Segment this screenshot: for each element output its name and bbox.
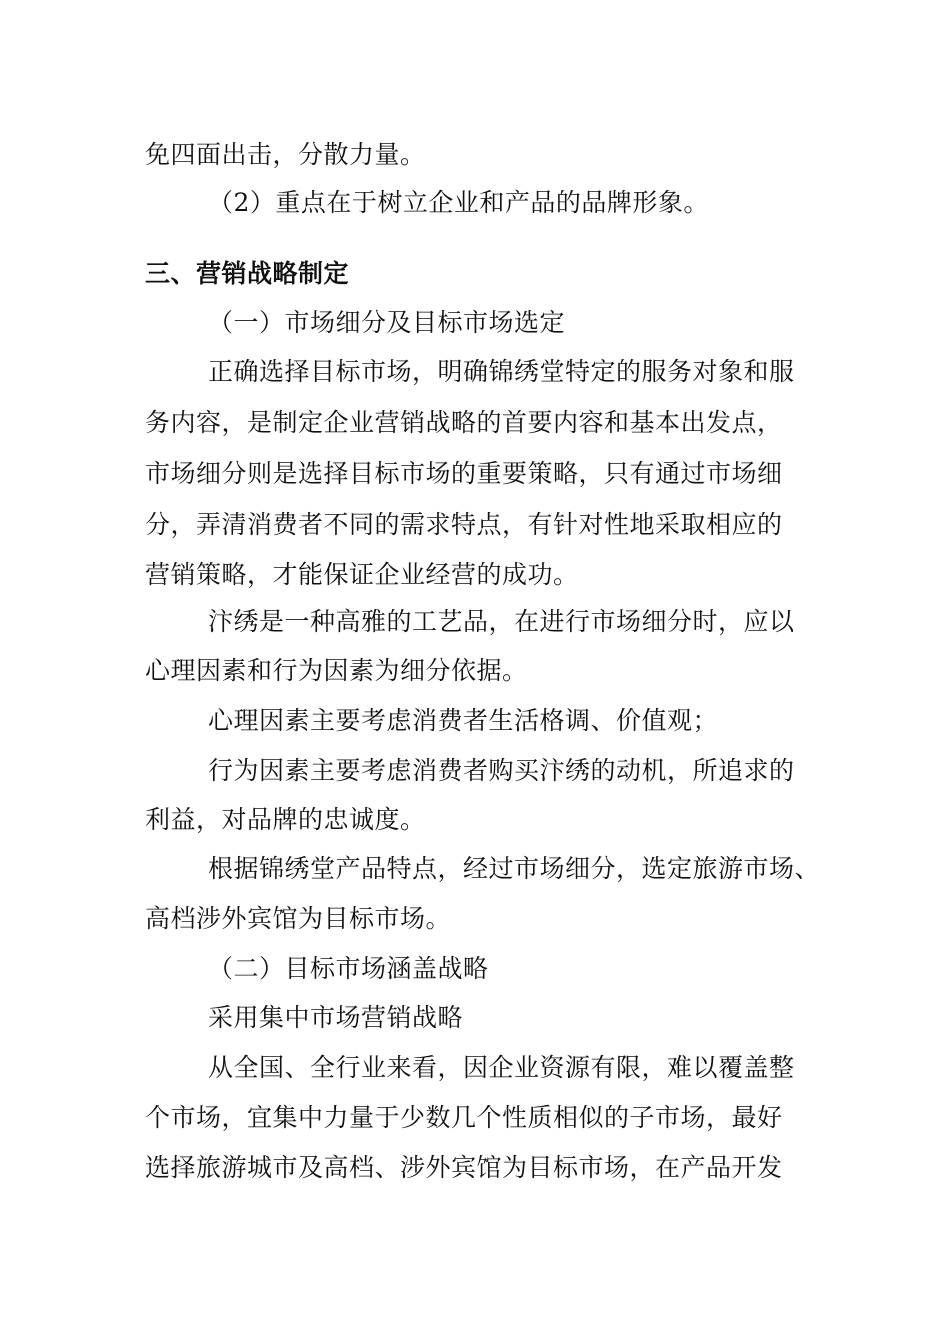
paragraph-line: 营销策略，才能保证企业经营的成功。 [145, 560, 579, 589]
subsection-heading: （二）目标市场涵盖战略 [208, 954, 489, 983]
paragraph-line: 根据锦绣堂产品特点，经过市场细分，选定旅游市场、 [208, 854, 821, 883]
section-heading: 三、营销战略制定 [145, 259, 350, 288]
paragraph-line: 正确选择目标市场，明确锦绣堂特定的服务对象和服 [208, 357, 795, 386]
subsection-heading: （一）市场细分及目标市场选定 [208, 308, 566, 337]
paragraph-line: 务内容，是制定企业营销战略的首要内容和基本出发点， [145, 408, 783, 437]
paragraph-line: 分，弄清消费者不同的需求特点，有针对性地采取相应的 [145, 510, 783, 539]
paragraph-line: 从全国、全行业来看，因企业资源有限，难以覆盖整 [208, 1053, 795, 1082]
paragraph-line: 市场细分则是选择目标市场的重要策略，只有通过市场细 [145, 459, 783, 488]
paragraph-line: 选择旅游城市及高档、涉外宾馆为目标市场，在产品开发 [145, 1153, 783, 1182]
paragraph-line: 行为因素主要考虑消费者购买汴绣的动机，所追求的 [208, 756, 795, 785]
paragraph-line: 心理因素和行为因素为细分依据。 [145, 656, 528, 685]
paragraph-line: 汴绣是一种高雅的工艺品，在进行市场细分时，应以 [208, 607, 795, 636]
paragraph-line: 心理因素主要考虑消费者生活格调、价值观； [208, 706, 719, 735]
paragraph-line: 高档涉外宾馆为目标市场。 [145, 904, 452, 933]
paragraph-line: 个市场，宜集中力量于少数几个性质相似的子市场，最好 [145, 1103, 783, 1132]
paragraph-line: 采用集中市场营销战略 [208, 1003, 464, 1032]
paragraph-line: （2）重点在于树立企业和产品的品牌形象。 [208, 188, 709, 217]
paragraph-line: 利益，对品牌的忠诚度。 [145, 805, 426, 834]
paragraph-line: 免四面出击，分散力量。 [145, 140, 426, 169]
